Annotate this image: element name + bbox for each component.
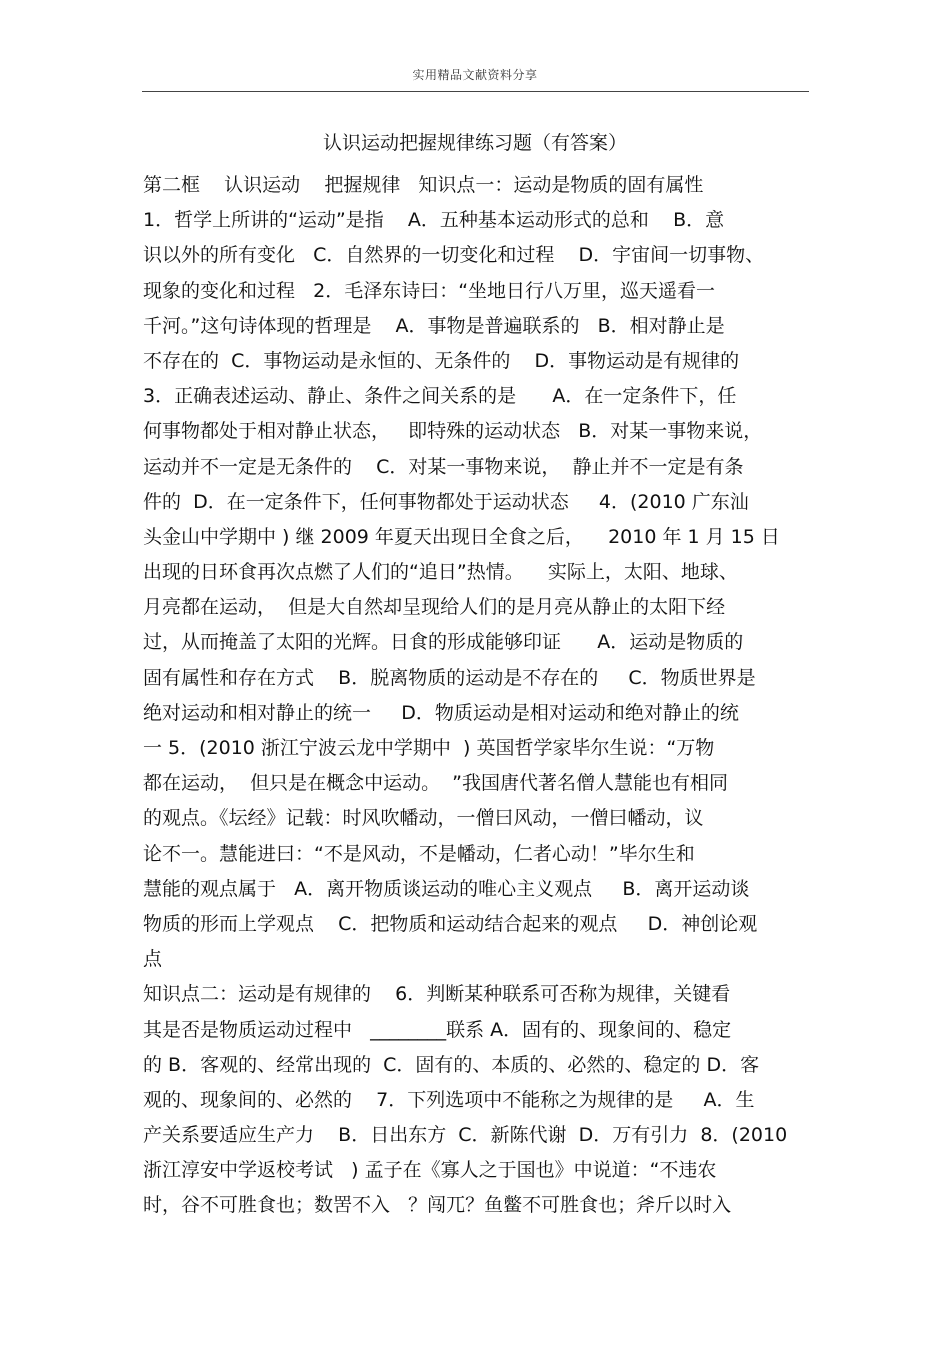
text-line: 一 5．(2010 浙江宁波云龙中学期中 ) 英国哲学家毕尔生说：“万物	[143, 737, 715, 759]
text-line: 运动并不一定是无条件的 C．对某一事物来说， 静止并不一定是有条	[143, 455, 744, 478]
text-line: 1．哲学上所讲的“运动”是指 A．五种基本运动形式的总和 B．意	[143, 209, 725, 232]
page-header: 实用精品文献资料分享	[412, 68, 538, 82]
text-line: 固有属性和存在方式 B．脱离物质的运动是不存在的 C．物质世界是	[143, 666, 756, 689]
document-body	[143, 168, 823, 1224]
text-line: 产关系要适应生产力 B．日出东方 C．新陈代谢 D．万有引力 8．(2010	[143, 1124, 788, 1147]
text-line: 识以外的所有变化 C．自然界的一切变化和过程 D．宇宙间一切事物、	[143, 244, 765, 267]
text-line: 头金山中学期中 ) 继 2009 年夏天出现日全食之后， 2010 年 1 月 15 日	[143, 525, 780, 548]
text-line: 不存在的 C．事物运动是永恒的、无条件的 D．事物运动是有规律的	[143, 349, 740, 372]
text-line: 知识点二：运动是有规律的 6．判断某种联系可否称为规律，关键看	[143, 983, 731, 1006]
header-divider	[142, 91, 809, 92]
text-line: 的 B．客观的、经常出现的 C．固有的、本质的、必然的、稳定的 D．客	[143, 1053, 760, 1076]
text-line: 其是否是物质运动过程中 ________联系 A．固有的、现象间的、稳定	[143, 1018, 732, 1041]
text-line: 论不一。慧能进曰：“不是风动，不是幡动，仁者心动！”毕尔生和	[143, 842, 695, 865]
text-line: 过，从而掩盖了太阳的光辉。日食的形成能够印证 A．运动是物质的	[143, 631, 744, 654]
text-line: 何事物都处于相对静止状态， 即特殊的运动状态 B．对某一事物来说，	[143, 420, 763, 443]
document-title: 认识运动把握规律练习题（有答案）	[322, 132, 627, 154]
text-line: 件的 D．在一定条件下，任何事物都处于运动状态 4．(2010 广东汕	[143, 490, 749, 513]
text-line: 都在运动， 但只是在概念中运动。 ”我国唐代著名僧人慧能也有相同	[143, 772, 729, 795]
text-line: 第二框 认识运动 把握规律 知识点一：运动是物质的固有属性	[143, 174, 704, 196]
text-line: 绝对运动和相对静止的统一 D．物质运动是相对运动和绝对静止的统	[143, 701, 739, 724]
text-line: 物质的形而上学观点 C．把物质和运动结合起来的观点 D．神创论观	[143, 912, 758, 935]
text-line: 慧能的观点属于 A．离开物质谈运动的唯心主义观点 B．离开运动谈	[143, 877, 750, 900]
text-line: 千河。”这句诗体现的哲理是 A．事物是普遍联系的 B．相对静止是	[143, 314, 725, 337]
text-line: 时，谷不可胜食也；数罟不入 ？闯兀？鱼鳖不可胜食也；斧斤以时入	[143, 1194, 732, 1217]
text-line: 3．正确表述运动、静止、条件之间关系的是 A．在一定条件下，任	[143, 385, 737, 408]
text-line: 现象的变化和过程 2．毛泽东诗曰：“坐地日行八万里，巡天遥看一	[143, 279, 716, 302]
text-line: 观的、现象间的、必然的 7．下列选项中不能称之为规律的是 A．生	[143, 1088, 755, 1111]
text-line: 的观点。《坛经》记载：时风吹幡动，一僧曰风动，一僧曰幡动，议	[143, 807, 704, 830]
text-line: 出现的日环食再次点燃了人们的“追日”热情。 实际上，太阳、地球、	[143, 561, 738, 584]
text-line: 浙江淳安中学返校考试 ) 孟子在《寡人之于国也》中说道：“不违农	[143, 1159, 717, 1182]
text-line: 月亮都在运动， 但是大自然却呈现给人们的是月亮从静止的太阳下经	[143, 596, 726, 619]
text-line: 点	[143, 948, 163, 971]
